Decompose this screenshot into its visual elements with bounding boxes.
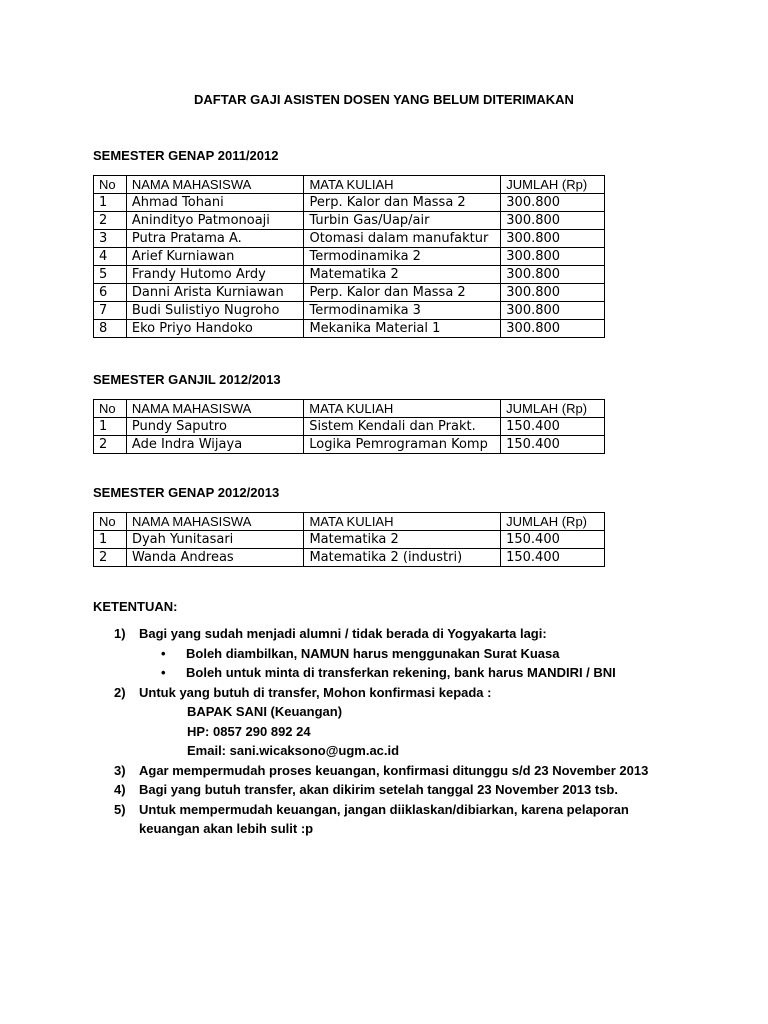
- table-row: [94, 436, 605, 454]
- contact-name: BAPAK SANI (Keuangan): [187, 704, 343, 719]
- table-row: [94, 302, 605, 320]
- cell-no: 5: [94, 266, 127, 284]
- item-text: Bagi yang butuh transfer, akan dikirim setelah tanggal 23 November 2013 tsb.: [139, 782, 618, 797]
- table-row: [94, 284, 605, 302]
- cell-name: Dyah Yunitasari: [126, 531, 304, 549]
- cell-amount: 300.800: [501, 284, 605, 302]
- cell-course: Matematika 2 (industri): [304, 549, 501, 567]
- cell-amount: 300.800: [501, 248, 605, 266]
- contact-email: Email: sani.wicaksono@ugm.ac.id: [187, 743, 400, 758]
- table-row: [94, 230, 605, 248]
- cell-amount: 150.400: [501, 549, 605, 567]
- bullet-item: [114, 663, 694, 683]
- column-header-no: No: [94, 400, 127, 418]
- column-header-course: MATA KULIAH: [304, 513, 501, 531]
- column-header-no: No: [94, 513, 127, 531]
- cell-amount: 300.800: [501, 266, 605, 284]
- list-item: [114, 800, 674, 839]
- contact-phone: HP: 0857 290 892 24: [187, 723, 311, 739]
- cell-course: Termodinamika 3: [304, 302, 501, 320]
- cell-course: Otomasi dalam manufaktur: [304, 230, 501, 248]
- list-item: [114, 780, 694, 800]
- semester-heading: SEMESTER GANJIL 2012/2013: [93, 372, 281, 387]
- cell-amount: 150.400: [501, 418, 605, 436]
- cell-name: Ahmad Tohani: [126, 194, 304, 212]
- table-header-row: [94, 400, 605, 418]
- cell-amount: 300.800: [501, 194, 605, 212]
- cell-name: Frandy Hutomo Ardy: [126, 266, 304, 284]
- cell-name: Arief Kurniawan: [126, 248, 304, 266]
- cell-no: 4: [94, 248, 127, 266]
- semester-heading: SEMESTER GENAP 2011/2012: [93, 148, 279, 163]
- cell-amount: 300.800: [501, 230, 605, 248]
- cell-no: 1: [94, 418, 127, 436]
- bullet-text: Boleh diambilkan, NAMUN harus menggunakan Surat Kuasa: [186, 645, 560, 661]
- cell-course: Turbin Gas/Uap/air: [304, 212, 501, 230]
- table-row: [94, 212, 605, 230]
- cell-name: Eko Priyo Handoko: [126, 320, 304, 338]
- cell-amount: 300.800: [501, 212, 605, 230]
- item-number: 3): [114, 762, 126, 778]
- table-row: [94, 194, 605, 212]
- item-text: Bagi yang sudah menjadi alumni / tidak berada di Yogyakarta lagi:: [139, 626, 547, 641]
- cell-no: 2: [94, 436, 127, 454]
- cell-amount: 150.400: [501, 531, 605, 549]
- document-title: DAFTAR GAJI ASISTEN DOSEN YANG BELUM DITERIMAKAN: [194, 92, 574, 107]
- table-header-row: [94, 176, 605, 194]
- bullet-item: [114, 644, 694, 664]
- cell-course: Matematika 2: [304, 531, 501, 549]
- table-row: [94, 418, 605, 436]
- item-text: Untuk mempermudah keuangan, jangan diiklaskan/dibiarkan, karena pelaporan keuangan akan lebih sulit :p: [139, 801, 629, 836]
- cell-name: Danni Arista Kurniawan: [126, 284, 304, 302]
- salary-table: [93, 512, 605, 567]
- table-row: [94, 248, 605, 266]
- column-header-amount: JUMLAH (Rp): [501, 176, 605, 194]
- item-text: Agar mempermudah proses keuangan, konfirmasi ditunggu s/d 23 November 2013: [139, 762, 649, 778]
- cell-no: 8: [94, 320, 127, 338]
- list-item: [114, 624, 694, 644]
- cell-name: Putra Pratama A.: [126, 230, 304, 248]
- column-header-course: MATA KULIAH: [304, 176, 501, 194]
- item-number: 4): [114, 782, 126, 797]
- salary-table: [93, 399, 605, 454]
- bullet-text: Boleh untuk minta di transferkan rekening, bank harus MANDIRI / BNI: [186, 665, 616, 680]
- cell-course: Matematika 2: [304, 266, 501, 284]
- column-header-no: No: [94, 176, 127, 194]
- table-header-row: [94, 513, 605, 531]
- cell-no: 3: [94, 230, 127, 248]
- bullet-icon: •: [161, 665, 166, 680]
- table-row: [94, 549, 605, 567]
- cell-amount: 150.400: [501, 436, 605, 454]
- table-row: [94, 531, 605, 549]
- cell-no: 2: [94, 212, 127, 230]
- table-row: [94, 320, 605, 338]
- column-header-name: NAMA MAHASISWA: [126, 176, 304, 194]
- item-text: Untuk yang butuh di transfer, Mohon konfirmasi kepada :: [139, 684, 492, 700]
- cell-course: Perp. Kalor dan Massa 2: [304, 194, 501, 212]
- list-item: [114, 761, 694, 781]
- column-header-amount: JUMLAH (Rp): [501, 400, 605, 418]
- cell-course: Sistem Kendali dan Prakt.: [304, 418, 501, 436]
- column-header-name: NAMA MAHASISWA: [126, 513, 304, 531]
- cell-no: 1: [94, 531, 127, 549]
- cell-no: 6: [94, 284, 127, 302]
- column-header-amount: JUMLAH (Rp): [501, 513, 605, 531]
- cell-amount: 300.800: [501, 302, 605, 320]
- item-number: 2): [114, 684, 126, 700]
- cell-amount: 300.800: [501, 320, 605, 338]
- item-number: 1): [114, 626, 126, 641]
- cell-name: Ade Indra Wijaya: [126, 436, 303, 454]
- cell-name: Anindityo Patmonoaji: [126, 212, 304, 230]
- column-header-course: MATA KULIAH: [304, 400, 501, 418]
- cell-name: Pundy Saputro: [126, 418, 303, 436]
- list-item: [114, 683, 694, 703]
- salary-table: [93, 175, 605, 338]
- cell-name: Budi Sulistiyo Nugroho: [126, 302, 304, 320]
- item-number: 5): [114, 801, 126, 817]
- cell-no: 7: [94, 302, 127, 320]
- bullet-icon: •: [161, 645, 166, 661]
- cell-course: Termodinamika 2: [304, 248, 501, 266]
- cell-no: 1: [94, 194, 127, 212]
- cell-name: Wanda Andreas: [126, 549, 304, 567]
- terms-heading: KETENTUAN:: [93, 599, 178, 614]
- column-header-name: NAMA MAHASISWA: [126, 400, 303, 418]
- semester-heading: SEMESTER GENAP 2012/2013: [93, 485, 280, 500]
- terms-list: [114, 624, 694, 839]
- cell-course: Mekanika Material 1: [304, 320, 501, 338]
- cell-course: Perp. Kalor dan Massa 2: [304, 284, 501, 302]
- cell-course: Logika Pemrograman Komp: [304, 436, 501, 454]
- table-row: [94, 266, 605, 284]
- cell-no: 2: [94, 549, 127, 567]
